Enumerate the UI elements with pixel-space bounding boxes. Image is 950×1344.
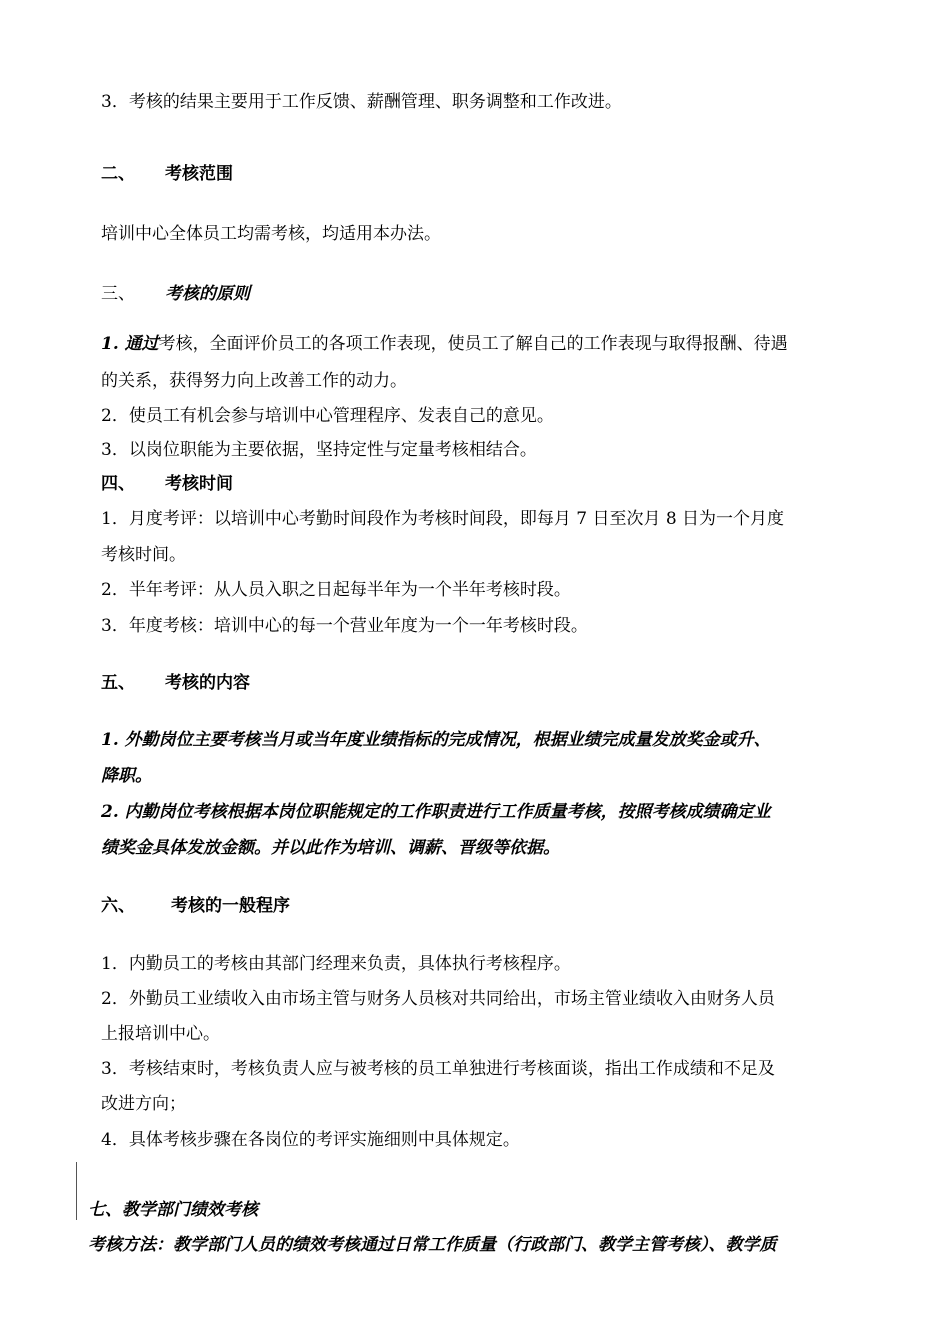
- section-heading-5: [101, 670, 250, 696]
- paragraph-line: 3．考核结束时，考核负责人应与被考核的员工单独进行考核面谈，指出工作成绩和不足及: [101, 1059, 775, 1079]
- paragraph-line: 1．内勤员工的考核由其部门经理来负责，具体执行考核程序。: [101, 954, 571, 974]
- section-heading-2: [101, 161, 233, 187]
- paragraph-line: [101, 331, 788, 357]
- paragraph-line: 改进方向；: [101, 1094, 186, 1114]
- bold-paragraph-line: 2. 内勤岗位考核根据本岗位职能规定的工作职责进行工作质量考核，按照考核成绩确定业: [101, 802, 771, 822]
- paragraph-line: 3．年度考核：培训中心的每一个营业年度为一个一年考核时段。: [101, 616, 588, 636]
- bold-paragraph-line: 1. 外勤岗位主要考核当月或当年度业绩指标的完成情况，根据业绩完成量发放奖金或升、: [101, 730, 771, 750]
- heading-number: 四、: [101, 474, 135, 494]
- paragraph-line: 2．使员工有机会参与培训中心管理程序、发表自己的意见。: [101, 406, 554, 426]
- heading-number: 五、: [101, 673, 135, 693]
- heading-number: 三、: [101, 284, 135, 304]
- section-heading-3: [101, 281, 250, 307]
- bold-paragraph-line: 考核方法：教学部门人员的绩效考核通过日常工作质量（行政部门、教学主管考核）、教学质: [88, 1235, 777, 1255]
- heading-number: 二、: [101, 164, 135, 184]
- heading-title: 考核时间: [165, 474, 233, 494]
- paragraph-line: 上报培训中心。: [101, 1024, 220, 1044]
- heading-title: 考核的内容: [165, 673, 250, 693]
- bold-paragraph-line: 绩奖金具体发放金额。并以此作为培训、调薪、晋级等依据。: [101, 838, 560, 858]
- paragraph-text: 考核，全面评价员工的各项工作表现，使员工了解自己的工作表现与取得报酬、待遇: [158, 334, 788, 354]
- heading-title: 考核的原则: [165, 284, 250, 304]
- paragraph-line: 的关系，获得努力向上改善工作的动力。: [101, 371, 407, 391]
- paragraph-line: 3．以岗位职能为主要依据，坚持定性与定量考核相结合。: [101, 440, 537, 460]
- section-heading-7: 七、教学部门绩效考核: [88, 1200, 258, 1220]
- emphasis-text: 1. 通过: [101, 334, 159, 354]
- paragraph-line: 2．半年考评：从人员入职之日起每半年为一个半年考核时段。: [101, 580, 571, 600]
- heading-title: 考核的一般程序: [171, 896, 290, 916]
- paragraph-line: 3．考核的结果主要用于工作反馈、薪酬管理、职务调整和工作改进。: [101, 92, 622, 112]
- section-heading-6: [101, 893, 290, 919]
- section-heading-4: [101, 471, 233, 497]
- paragraph-line: 1．月度考评：以培训中心考勤时间段作为考核时间段，即每月 7 日至次月 8 日为一个月度: [101, 509, 785, 529]
- bold-paragraph-line: 降职。: [101, 766, 152, 786]
- margin-bar: [76, 1162, 77, 1220]
- paragraph-line: 4．具体考核步骤在各岗位的考评实施细则中具体规定。: [101, 1130, 520, 1150]
- paragraph-line: 考核时间。: [101, 545, 186, 565]
- paragraph-line: 2．外勤员工业绩收入由市场主管与财务人员核对共同给出，市场主管业绩收入由财务人员: [101, 989, 775, 1009]
- heading-number: 六、: [101, 896, 135, 916]
- paragraph-line: 培训中心全体员工均需考核，均适用本办法。: [101, 224, 441, 244]
- heading-title: 考核范围: [165, 164, 233, 184]
